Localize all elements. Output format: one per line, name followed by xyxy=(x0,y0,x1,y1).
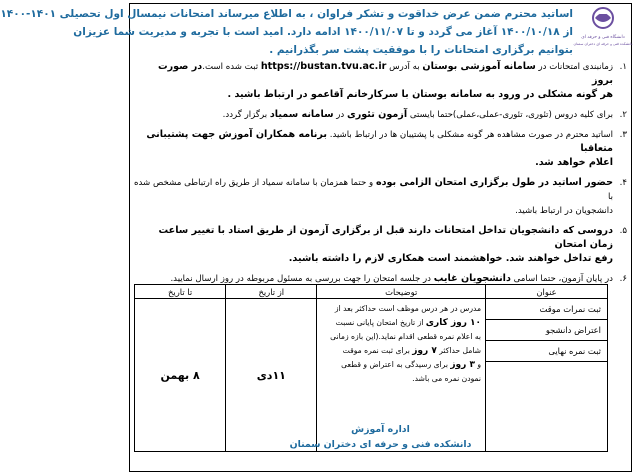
item-bold: آزمون تئوری xyxy=(346,109,408,120)
header-title: عنوان xyxy=(486,285,608,299)
subject-objection: اعتراض دانشجو xyxy=(486,320,607,341)
list-item xyxy=(134,60,627,102)
desc-text: به اعلام نمره قطعی اقدام نماید.(این بازه زمانی xyxy=(330,332,482,341)
item-bold: سامانه آموزشی بوستان xyxy=(422,61,536,72)
item-text: برگزار گردد. xyxy=(222,110,270,120)
item-text: در پایان آزمون، حتما اسامی xyxy=(510,274,613,284)
item-text: به آدرس xyxy=(389,62,423,72)
item-number: ۵. xyxy=(619,226,627,236)
item-text: اساتید محترم در صورت مشاهده هر گونه مشکلی با پشتیبان ها در ارتباط باشید. xyxy=(326,130,613,140)
subject-final-grade: ثبت نمره نهایی xyxy=(486,341,607,362)
desc-text: برای رسیدگی به اعتراض و قطعی xyxy=(341,360,451,369)
item-number: ۱. xyxy=(619,62,627,72)
item-bold: دانشجویان غایب xyxy=(433,273,511,284)
logo-text-1: دانشگاه فنی و حرفه ای xyxy=(581,35,625,40)
desc-text: و xyxy=(474,360,482,369)
item-text: و حتما همزمان با سامانه سمیاد از طریق راه ارتباطی مشخص شده با xyxy=(134,178,613,202)
item-text: در جلسه امتحان را جهت بررسی به مسئول مربوطه در روز ارسال نمایید. xyxy=(170,274,434,284)
desc-bold: ۷ روز xyxy=(412,346,437,356)
signature-dept: اداره آموزش xyxy=(351,424,410,435)
desc-bold: ۱۰ روز کاری xyxy=(425,318,482,328)
item-text: در xyxy=(333,110,347,120)
header-from: از تاریخ xyxy=(226,285,317,299)
item-text: برای کلیه دروس (تئوری، تئوری-عملی،عملی)حتما بایستی xyxy=(407,110,613,120)
item-number: ۶. xyxy=(619,274,627,284)
desc-text: مدرس در هر درس موظف است حداکثر بعد از xyxy=(334,304,482,313)
item-bold: در صورت بروز xyxy=(158,61,613,86)
desc-text: شامل حداکثر xyxy=(436,346,482,355)
logo-emblem-icon xyxy=(573,4,633,54)
desc-bold: ۳ روز xyxy=(450,360,475,370)
desc-text: از تاریخ امتحان پایانی نسبت xyxy=(335,318,426,327)
item-text: دانشجویان در ارتباط باشید. xyxy=(515,206,613,216)
item-number: ۳. xyxy=(619,130,627,140)
desc-text: نمودن نمره می باشد. xyxy=(412,374,482,383)
item-number: ۲. xyxy=(619,110,627,120)
header-notice xyxy=(0,5,573,59)
item-text: زمانبندی امتحانات در xyxy=(535,62,613,72)
university-logo xyxy=(573,4,633,54)
header-to: تا تاریخ xyxy=(135,285,226,299)
signature-block xyxy=(126,422,635,452)
list-item xyxy=(134,108,627,122)
item-bold: دروسی که دانشجویان تداخل امتحانات دارند قبل از برگزاری آزمون از طریق استاد با تغییر ساعت زمان امتحان xyxy=(158,225,613,250)
item-bold: هر گونه مشکلی در ورود به سامانه بوستان با سرکارخانم آقاعمو در ارتباط باشید . xyxy=(227,89,613,100)
to-date-cell: ۸ بهمن xyxy=(135,299,226,452)
subject-temp-grades: ثبت نمرات موقت xyxy=(486,299,607,320)
desc-text: برای ثبت نمره موقت xyxy=(342,346,413,355)
item-bold: برنامه همکاران آموزش جهت پشتیبانی متعاقبا xyxy=(146,129,613,154)
header-line-1: اساتید محترم ضمن عرض خداقوت و تشکر فراوان ، به اطلاع میرساند امتحانات نیمسال اول تحصیلی ۱۴۰۱-۱۴۰۰ xyxy=(0,8,573,20)
item-bold: حضور اساتید در طول برگزاری امتحان الزامی بوده xyxy=(375,177,613,188)
table-header-row xyxy=(135,285,608,299)
item-bold: رفع تداخل خواهند شد. خواهشمند است همکاری لازم را داشته باشید. xyxy=(288,253,613,264)
list-item xyxy=(134,176,627,218)
item-bold: سامانه سمیاد xyxy=(269,109,334,120)
signature-college: دانشکده فنی و حرفه ای دختران سمنان xyxy=(289,439,472,450)
header-line-2: از ۱۴۰۰/۱۰/۱۸ آغاز می گردد و تا ۱۴۰۰/۱۱/۰۷ ادامه دارد. امید است با تجربه و مدیریت شما عزیزان xyxy=(73,26,573,38)
instructions-list xyxy=(134,60,627,292)
item-number: ۴. xyxy=(619,178,627,188)
bustan-link[interactable]: https://bustan.tvu.ac.ir xyxy=(260,61,387,72)
item-bold: اعلام خواهد شد. xyxy=(535,157,613,168)
item-text: ثبت شده است. xyxy=(202,62,261,72)
from-date-cell: ۱۱دی xyxy=(226,299,317,452)
logo-text-2: دانشکده فنی و حرفه ای دختران سمنان xyxy=(573,42,633,46)
header-desc: توضیحات xyxy=(317,285,486,299)
list-item xyxy=(134,224,627,266)
header-line-3: بتوانیم برگزاری امتحانات را با موفقیت پشت سر بگذرانیم . xyxy=(269,44,573,56)
list-item xyxy=(134,128,627,170)
